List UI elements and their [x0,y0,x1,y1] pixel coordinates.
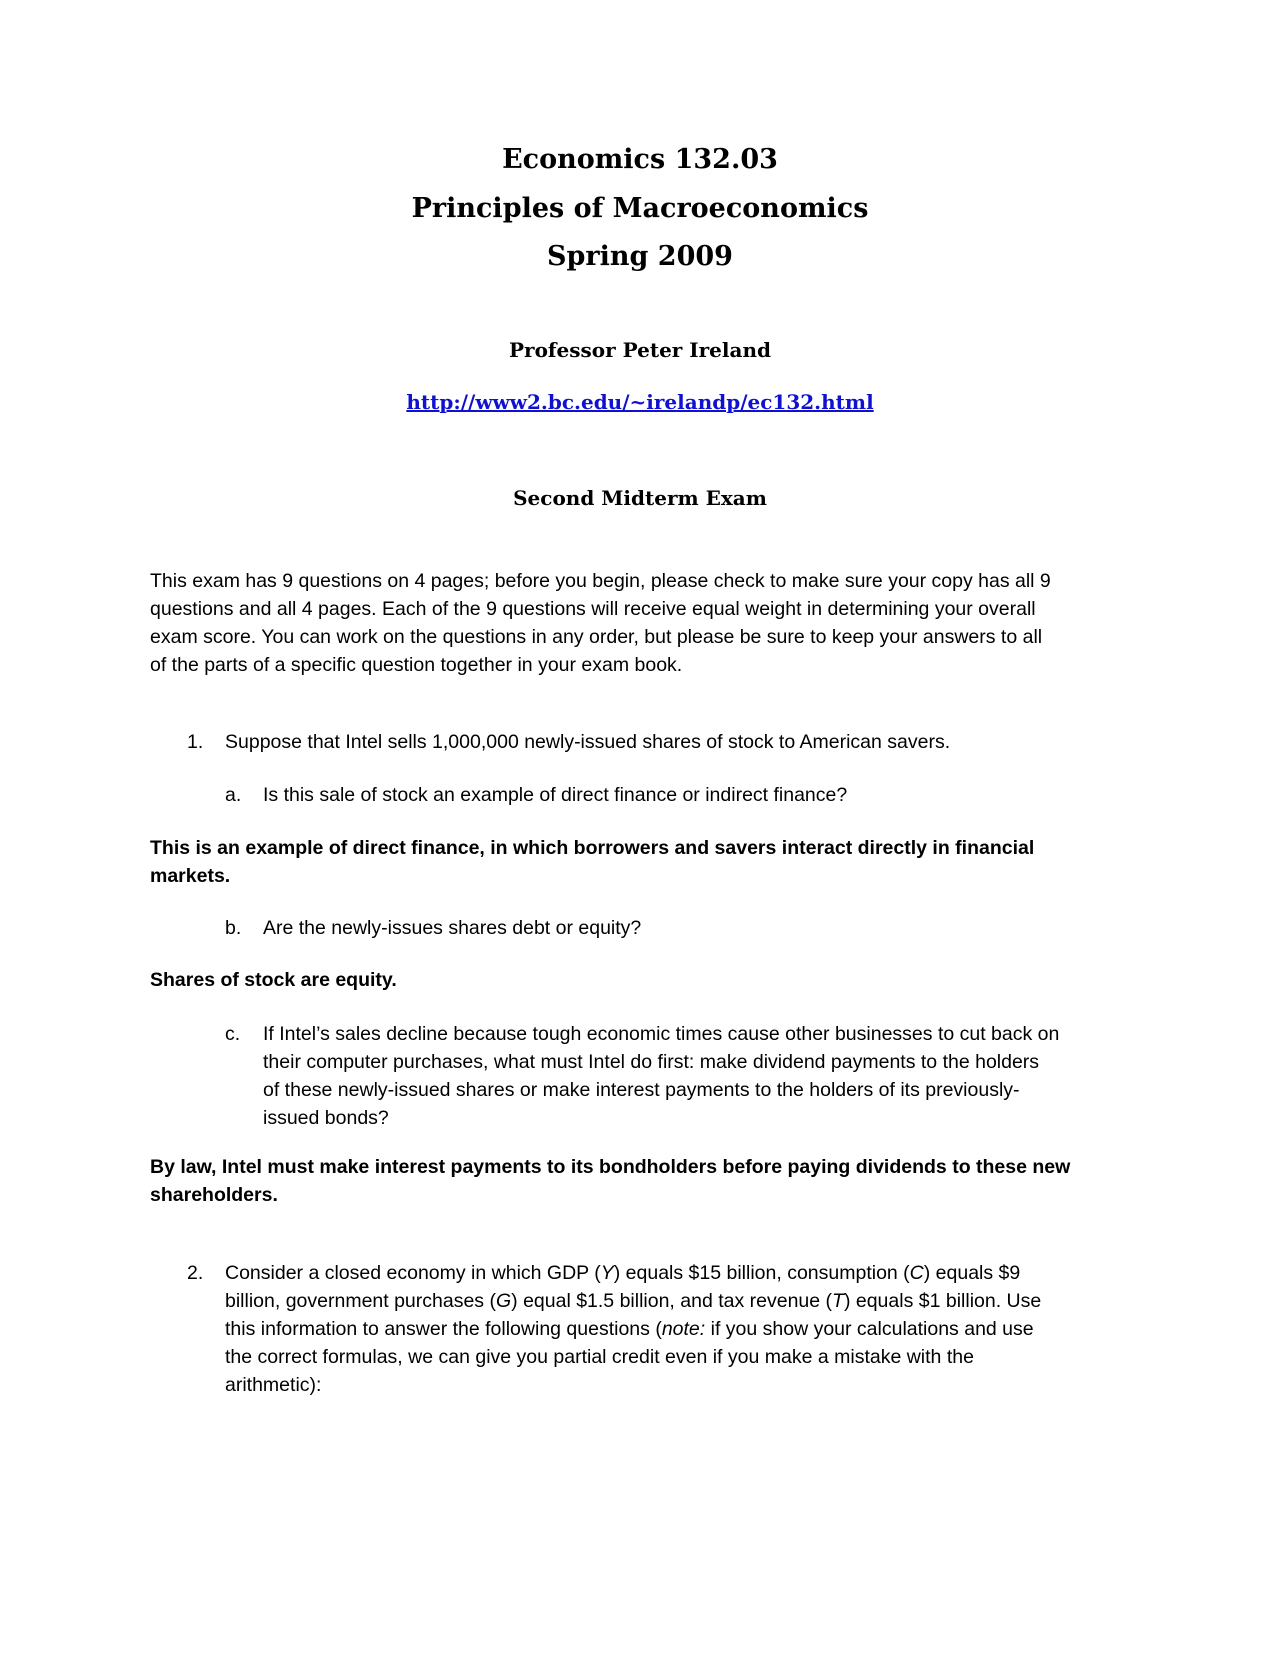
question-line: the correct formulas, we can give you partial credit even if you make a mistake with the [225,1346,974,1368]
term: Spring 2009 [547,241,733,272]
question-1a-marker: a. [225,784,242,806]
intro-line: exam score. You can work on the questions in any order, but please be sure to keep your answers to all [150,626,1043,648]
answer-line: markets. [150,865,231,887]
intro-line: questions and all 4 pages. Each of the 9 questions will receive equal weight in determining your overall [150,598,1036,620]
answer-1c [150,1153,1150,1209]
question-1b-marker: b. [225,917,242,939]
question-2-text [225,1259,1125,1399]
course-url-link[interactable]: http://www2.bc.edu/~irelandp/ec132.html [406,390,874,414]
answer-1b [150,966,1150,994]
question-line: billion, government purchases (G) equal $1.5 billion, and tax revenue (T) equals $1 billion. Use [225,1290,1042,1312]
course-title: Principles of Macroeconomics [411,193,869,224]
question-1b-text: Are the newly-issues shares debt or equity? [263,917,642,939]
question-line: issued bonds? [263,1107,389,1129]
intro-line: This exam has 9 questions on 4 pages; before you begin, please check to make sure your copy has all 9 [150,570,1051,592]
exam-title: Second Midterm Exam [513,486,767,510]
answer-1a [150,834,1150,890]
question-line: their computer purchases, what must Intel do first: make dividend payments to the holders [263,1051,1040,1073]
question-1-number: 1. [187,731,204,753]
professor-name: Professor Peter Ireland [509,338,771,362]
question-line: arithmetic): [225,1374,322,1396]
course-number: Economics 132.03 [502,144,778,175]
answer-line: shareholders. [150,1184,278,1206]
question-1a-text: Is this sale of stock an example of direct finance or indirect finance? [263,784,848,806]
course-url-line [0,389,1280,415]
intro-paragraph [150,567,1150,679]
question-line: of these newly-issued shares or make interest payments to the holders of its previously- [263,1079,1020,1101]
question-1c-text [263,1020,1143,1132]
question-2-number: 2. [187,1262,204,1284]
question-line: If Intel’s sales decline because tough economic times cause other businesses to cut back on [263,1023,1060,1045]
intro-line: of the parts of a specific question together in your exam book. [150,654,683,676]
answer-line: Shares of stock are equity. [150,969,397,991]
answer-line: By law, Intel must make interest payments to its bondholders before paying dividends to these new [150,1156,1071,1178]
question-line: Consider a closed economy in which GDP (Y) equals $15 billion, consumption (C) equals $9 [225,1262,1021,1284]
question-line: this information to answer the following questions (note: if you show your calculations and use [225,1318,1034,1340]
answer-line: This is an example of direct finance, in which borrowers and savers interact directly in financial [150,837,1035,859]
question-1c-marker: c. [225,1023,241,1045]
question-1-text: Suppose that Intel sells 1,000,000 newly-issued shares of stock to American savers. [225,731,951,753]
